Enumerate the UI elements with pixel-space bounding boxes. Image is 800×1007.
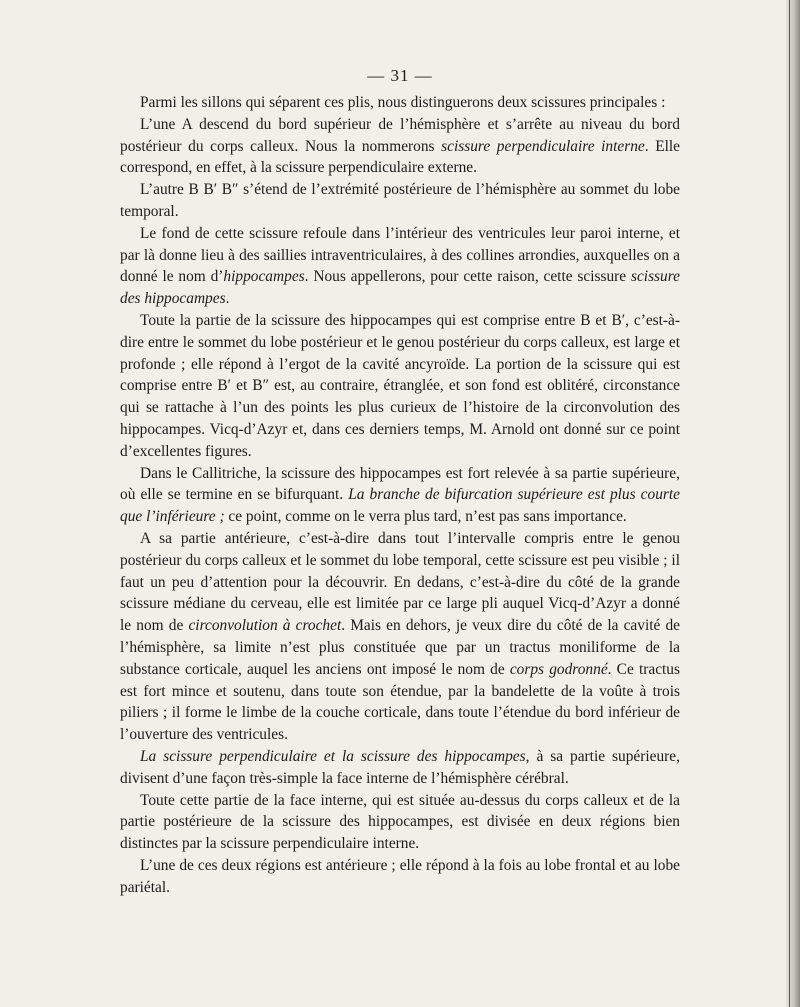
paragraph xyxy=(120,855,680,899)
text-run: . Nous appellerons, pour cette raison, cette scissure xyxy=(304,268,631,286)
italic-run: La branche de bifurcation supérieure est plus courte que l’inférieure ; xyxy=(120,486,680,526)
text-run: Parmi les sillons qui séparent ces plis, nous distinguerons deux scissures principales : xyxy=(140,94,666,111)
text-run: Dans le Callitriche, la scissure des hippocampes est fort relevée à sa partie supérieure, où elle se termine en se bifurquant. xyxy=(120,464,680,504)
text-run: . xyxy=(225,290,230,308)
page-number: — 31 — xyxy=(367,66,433,85)
italic-run: hippocampes xyxy=(223,268,305,286)
paragraph xyxy=(120,746,680,790)
paragraph xyxy=(120,310,680,463)
italic-run: corps godronné xyxy=(509,660,608,678)
text-run: ce point, comme on le verra plus tard, n’est pas sans importance. xyxy=(224,508,627,526)
paragraph xyxy=(120,92,680,114)
italic-run: circonvolution à crochet xyxy=(188,617,342,635)
text-run: A sa partie antérieure, c’est-à-dire dans tout l’intervalle compris entre le genou postérieur du corps calleux et le sommet du lobe temporal, cette scissure est peu visible ; il faut un peu d’attention pour la découvrir. En dedans, c’est-à-dire du côté de la grande scissure médiane du cerveau, elle est limitée par ce large pli auquel Vicq-d’Azyr a donné le nom de xyxy=(120,529,680,635)
text-run: Le fond de cette scissure refoule dans l’intérieur des ventricules leur paroi interne, et par là donne lieu à des saillies intraventriculaires, à des collines arrondies, auxquelles on a donné le nom d’ xyxy=(120,224,680,286)
text-run: L’autre B B′ B″ s’étend de l’extrémité postérieure de l’hémisphère au sommet du lobe temporal. xyxy=(120,181,680,220)
text-run: Toute la partie de la scissure des hippocampes qui est comprise entre B et B′, c’est-à-dire entre le sommet du lobe postérieur et le genou postérieur du corps calleux, est large et profonde ; elle répond à l’ergot de la cavité ancyroïde. La portion de la scissure qui est comprise entre B′ et B″ est, au contraire, étranglée, et son fond est oblitéré, circonstance qui se rattache à l’un des points les plus curieux de l’histoire de la circonvolution des hippocampes. Vicq-d’Azyr et, dans ces derniers temps, M. Arnold ont donné sur ce point d’excellentes figures. xyxy=(120,311,680,460)
italic-run: La scissure perpendiculaire et la scissure des hippocampes xyxy=(140,747,526,765)
paragraph xyxy=(120,790,680,855)
paragraph xyxy=(120,528,680,746)
page-edge-line xyxy=(789,0,790,1007)
text-run: Toute cette partie de la face interne, qui est située au-dessus du corps calleux et de la partie postérieure de la scissure des hippocampes, est divisée en deux régions bien distinctes par la scissure perpendiculaire interne. xyxy=(120,791,680,853)
text-run: . Mais en dehors, je veux dire du côté de la cavité de l’hémisphère, sa limite n’est plus constituée que par un tractus moniliforme de la substance corticale, auquel les anciens ont imposé le nom de xyxy=(120,617,681,678)
text-run: . Elle correspond, en effet, à la scissure perpendiculaire externe. xyxy=(120,137,680,177)
text-run: . Ce tractus est fort mince et soutenu, dans toute son étendue, par la bandelette de la voûte à trois piliers ; il forme le limbe de la couche corticale, dans toute l’étendue du bord inférieur de l’ouverture des ventricules. xyxy=(120,660,680,744)
italic-run: scissure perpendiculaire interne xyxy=(441,137,645,155)
text-run: L’une A descend du bord supérieur de l’hémisphère et s’arrête au niveau du bord postérieur du corps calleux. Nous la nommerons xyxy=(120,115,680,155)
italic-run: scissure des hippocampes xyxy=(120,268,680,308)
body-text xyxy=(120,92,680,898)
paragraph xyxy=(120,114,680,179)
paragraph xyxy=(120,223,680,310)
paragraph xyxy=(120,179,680,223)
text-run: L’une de ces deux régions est antérieure ; elle répond à la fois au lobe frontal et au lobe pariétal. xyxy=(120,856,680,896)
text-run: , à sa partie supérieure, divisent d’une façon très-simple la face interne de l’hémisphère cérébral. xyxy=(120,747,680,787)
paragraph xyxy=(120,463,680,528)
